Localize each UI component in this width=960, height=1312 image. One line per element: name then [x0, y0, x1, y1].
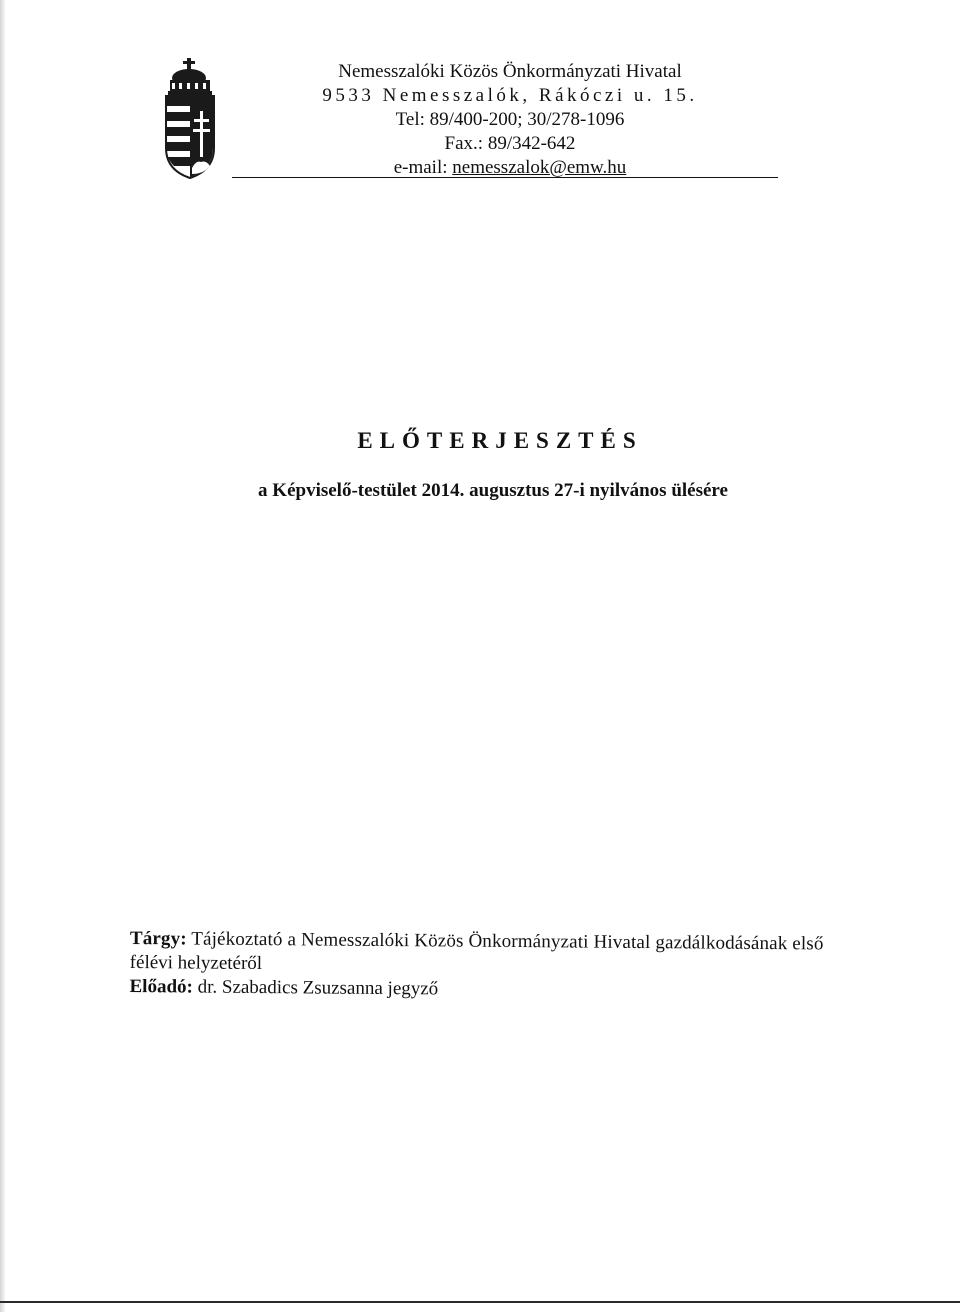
subject-block [129, 927, 870, 1005]
email-label: e-mail: [393, 157, 453, 178]
email-link[interactable]: nemesszalok@emw.hu [452, 157, 627, 178]
document-subtitle: a Képviselő-testület 2014. augusztus 27-i nyilvános ülésére [258, 480, 728, 501]
subject-label: Tárgy: [129, 927, 187, 950]
subject-text-line1: Tájékoztató a Nemesszalóki Közös Önkormányzati Hivatal gazdálkodásának első [186, 928, 824, 955]
subject-text-line2: félévi helyzetéről [129, 951, 263, 975]
scan-bottom-edge [0, 1301, 960, 1303]
office-address: 9533 Nemesszalók, Rákóczi u. 15. [322, 85, 698, 106]
office-phone: Tel: 89/400-200; 30/278-1096 [395, 109, 625, 130]
letterhead [240, 60, 780, 180]
office-name: Nemesszalóki Közös Önkormányzati Hivatal [338, 61, 682, 82]
letterhead-divider [232, 177, 778, 178]
scan-edge-shadow [0, 0, 6, 1312]
presenter-label: Előadó: [129, 975, 193, 998]
hungarian-coat-of-arms-icon [160, 56, 220, 180]
presenter-name: dr. Szabadics Zsuzsanna jegyző [192, 976, 439, 1000]
presenter-line [129, 975, 869, 1005]
document-title: ELŐTERJESZTÉS [357, 428, 643, 453]
office-fax: Fax.: 89/342-642 [444, 133, 576, 154]
